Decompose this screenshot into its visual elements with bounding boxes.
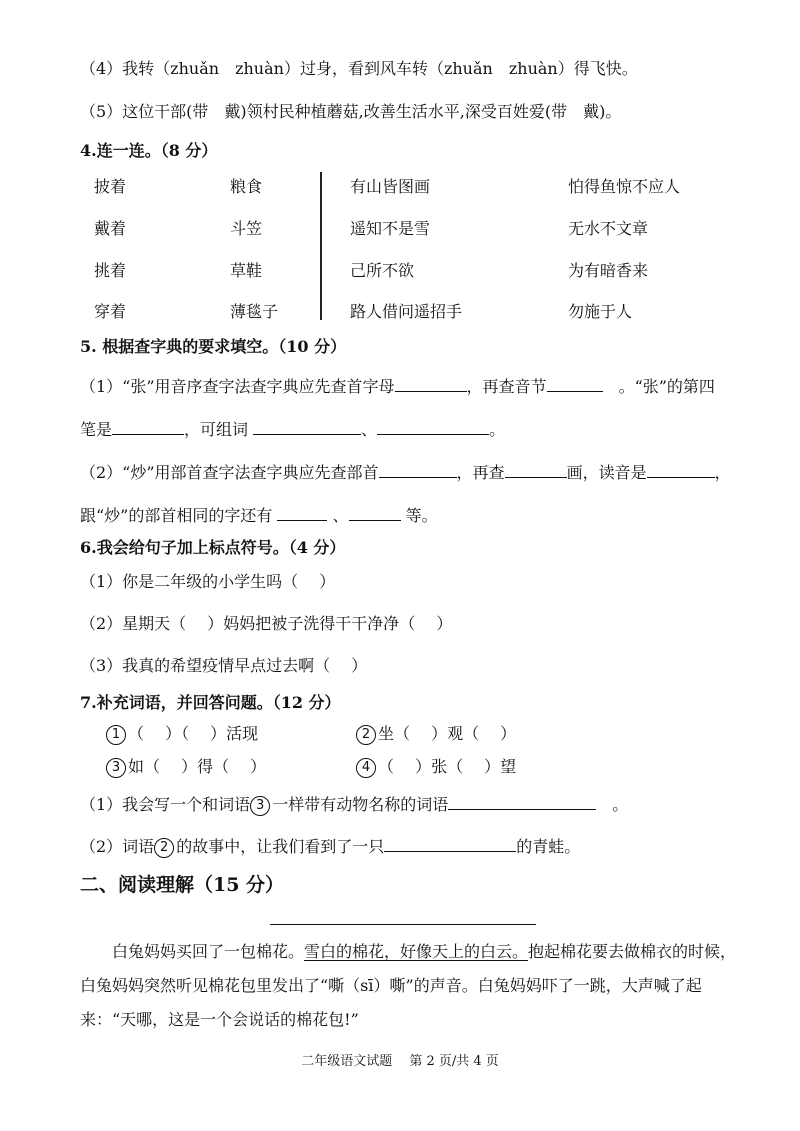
q7-text: （1）我会写一个和词语 (80, 795, 251, 814)
match-right-b-4: 勿施于人 (568, 302, 633, 321)
match-left-a-2: 戴着 (94, 219, 127, 238)
q5-text: ，再查 (456, 463, 505, 482)
q4-heading: 4.连一连。（8 分） (80, 141, 218, 160)
answer-blank[interactable] (448, 791, 596, 810)
answer-blank[interactable] (349, 502, 401, 521)
section-2-heading: 二、阅读理解（15 分） (80, 874, 285, 896)
q5-text: 笔是 (80, 420, 113, 439)
q5-line-3 (80, 459, 731, 484)
q7-text: 的青蛙。 (516, 837, 581, 856)
passage-text: 白兔妈妈买回了一包棉花。 (112, 942, 305, 961)
q3-item-5: （5）这位干部(带 戴)领村民种植蘑菇,改善生活水平,深受百姓爱(带 戴)。 (80, 102, 622, 121)
q5-text: ，可组词 (184, 420, 254, 439)
q6-heading: 6.我会给句子加上标点符号。（4 分） (80, 538, 346, 557)
q6-sentence-3: （3）我真的希望疫情早点过去啊（ ） (80, 656, 368, 675)
circled-number-4: 4 (356, 758, 376, 778)
passage-underlined-sentence: 雪白的棉花，好像天上的白云。 (304, 942, 529, 961)
match-left-a-3: 挑着 (94, 261, 127, 280)
q7-text: （2）词语 (80, 837, 155, 856)
match-right-b-1: 怕得鱼惊不应人 (568, 177, 681, 196)
q5-line-4 (80, 502, 438, 527)
match-right-b-3: 为有暗香来 (568, 261, 649, 280)
q7-word-text: 如（ ）得（ ） (128, 757, 267, 776)
title-blank-line[interactable] (270, 924, 536, 925)
answer-blank[interactable] (112, 416, 184, 435)
match-right-a-4: 路人借问遥招手 (350, 302, 463, 321)
q7-text: 一样带有动物名称的词语 (272, 795, 449, 814)
answer-blank[interactable] (277, 502, 327, 521)
q3-item-4: （4）我转（zhuǎn zhuàn）过身，看到风车转（zhuǎn zhuàn）得飞快。 (80, 59, 638, 78)
q7-word-text: （ ）（ ）活现 (128, 724, 259, 743)
q5-text: ，再查音节 (466, 377, 547, 396)
answer-blank[interactable] (395, 373, 467, 392)
match-right-a-3: 己所不欲 (350, 261, 415, 280)
match-left-b-3: 草鞋 (230, 261, 263, 280)
q6-sentence-1: （1）你是二年级的小学生吗（ ） (80, 572, 336, 591)
match-left-b-1: 粮食 (230, 177, 263, 196)
q5-text: 跟“炒”的部首相同的字还有 (80, 506, 278, 525)
match-right-a-1: 有山皆图画 (350, 177, 431, 196)
q7-word-3 (106, 756, 266, 778)
q5-text: 画，读音是 (566, 463, 647, 482)
page-footer: 二年级语文试题 第 2 页/共 4 页 (301, 1054, 499, 1069)
circled-number-2: 2 (154, 838, 174, 858)
q7-question-1 (80, 791, 628, 816)
passage-text: 抱起棉花要去做棉衣的时候，白兔妈妈突然听见棉花包里发出了“嘶（sī）嘶”的声音。白兔妈妈吓了一跳，大声喊了起来：“天哪，这是一个会说话的棉花包!” (80, 942, 737, 1029)
q5-text: 。 (489, 420, 506, 439)
q7-text: 。 (596, 795, 629, 814)
answer-blank[interactable] (505, 459, 567, 478)
q7-word-4 (356, 756, 516, 778)
match-left-b-2: 斗笠 (230, 219, 263, 238)
answer-blank[interactable] (647, 459, 715, 478)
reading-passage (80, 935, 740, 1037)
circled-number-1: 1 (106, 725, 126, 745)
q5-text: 。“张”的第四 (602, 377, 715, 396)
q7-heading: 7.补充词语，并回答问题。（12 分） (80, 693, 341, 712)
match-right-b-2: 无水不文章 (568, 219, 649, 238)
q7-word-text: （ ）张（ ）望 (378, 757, 517, 776)
match-left-a-4: 穿着 (94, 302, 127, 321)
answer-blank[interactable] (379, 459, 457, 478)
circled-number-2: 2 (356, 725, 376, 745)
q5-text: （2）“炒”用部首查字法查字典应先查部首 (80, 463, 379, 482)
q5-text: 、 (327, 506, 349, 525)
answer-blank[interactable] (384, 833, 516, 852)
q7-question-2 (80, 833, 580, 858)
matching-divider (320, 172, 322, 320)
match-left-a-1: 披着 (94, 177, 127, 196)
q5-heading: 5. 根据查字典的要求填空。（10 分） (80, 337, 347, 356)
match-right-a-2: 遥知不是雪 (350, 219, 431, 238)
q5-line-2 (80, 416, 505, 441)
match-left-b-4: 薄毯子 (230, 302, 279, 321)
q7-word-1 (106, 723, 258, 745)
q5-text: （1）“张”用音序查字法查字典应先查首字母 (80, 377, 395, 396)
q5-text: 、 (361, 420, 378, 439)
q5-text: ， (714, 463, 731, 482)
q6-sentence-2: （2）星期天（ ）妈妈把被子洗得干干净净（ ） (80, 614, 453, 633)
answer-blank[interactable] (253, 416, 361, 435)
circled-number-3: 3 (106, 758, 126, 778)
q7-word-2 (356, 723, 516, 745)
q7-text: 的故事中，让我们看到了一只 (176, 837, 385, 856)
q5-text: 等。 (400, 506, 438, 525)
circled-number-3: 3 (250, 796, 270, 816)
answer-blank[interactable] (547, 373, 603, 392)
answer-blank[interactable] (377, 416, 489, 435)
q7-word-text: 坐（ ）观（ ） (378, 724, 517, 743)
q5-line-1 (80, 373, 715, 398)
matching-table (80, 172, 720, 322)
